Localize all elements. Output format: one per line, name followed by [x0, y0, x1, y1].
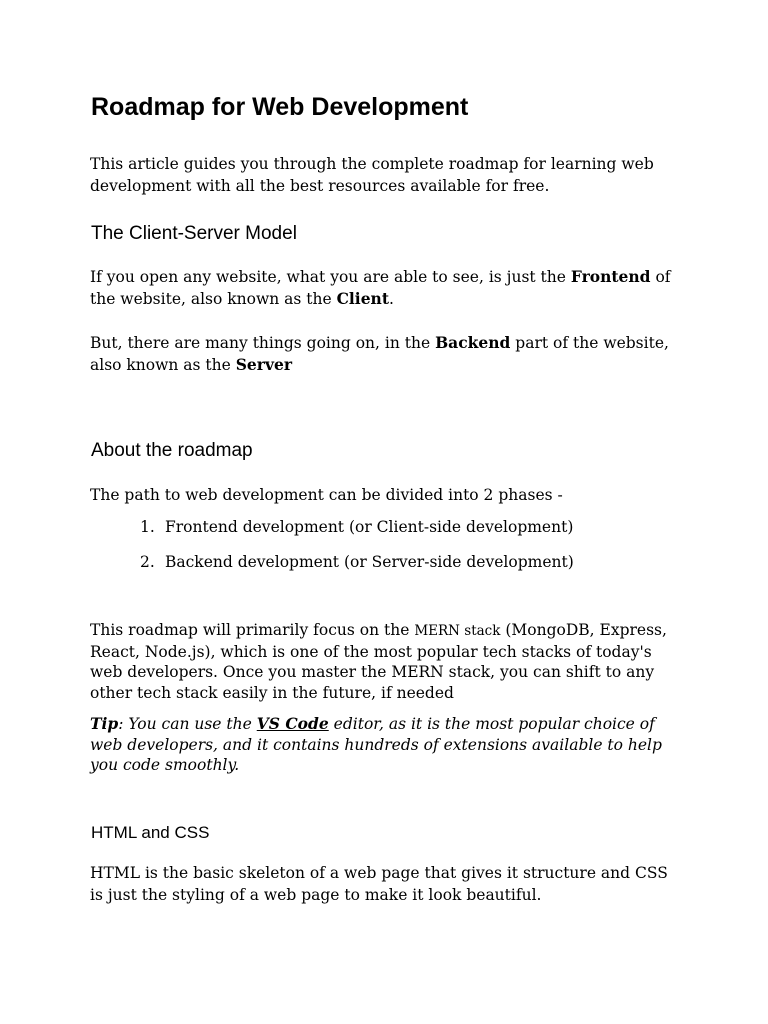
frontend-term: Frontend [570, 267, 651, 286]
tip-paragraph [90, 714, 680, 776]
frontend-text-middle: of the website, also known as the [90, 268, 671, 308]
frontend-text-before: If you open any website, what you are able to see, is just the [90, 268, 571, 286]
html-css-paragraph: HTML is the basic skeleton of a web page that gives it structure and CSS is just the styling of a web page to make it look beautiful. [90, 864, 668, 904]
about-heading: About the roadmap [91, 440, 253, 461]
mern-text-after: (MongoDB, Express, React, Node.js), which is one of the most popular tech stacks of today's web developers. Once you master the MERN stack, you can shift to any other tech stack easily in the future, if needed [90, 621, 667, 702]
vs-code-link[interactable]: VS Code [256, 714, 329, 733]
phases-list [140, 516, 574, 586]
frontend-paragraph [90, 266, 680, 310]
client-term: Client [336, 289, 389, 308]
frontend-text-after: . [388, 290, 394, 308]
list-item [140, 551, 574, 586]
list-text: Backend development (or Server-side development) [165, 553, 574, 571]
list-number: 1. [140, 518, 155, 536]
mern-text-before: This roadmap will primarily focus on the [90, 621, 415, 639]
intro-paragraph: This article guides you through the complete roadmap for learning web development with all the best resources available for free. [90, 155, 654, 195]
list-item [140, 516, 574, 551]
list-number: 2. [140, 553, 155, 571]
backend-text-before: But, there are many things going on, in the [90, 334, 436, 352]
stack-term: stack [459, 623, 501, 639]
tip-text-before: : You can use the [118, 715, 257, 733]
tip-label: Tip [90, 714, 119, 733]
html-css-heading: HTML and CSS [91, 823, 210, 842]
tip-text-after: editor, as it is the most popular choice of web developers, and it contains hundreds of extensions available to help you code smoothly. [90, 715, 662, 774]
mern-paragraph [90, 620, 680, 703]
mern-term: MERN [414, 623, 460, 639]
backend-term: Backend [435, 333, 511, 352]
backend-text-middle: part of the website, also known as the [90, 334, 669, 374]
document-title: Roadmap for Web Development [91, 93, 469, 121]
backend-paragraph [90, 332, 680, 376]
client-server-heading: The Client-Server Model [91, 223, 297, 244]
server-term: Server [235, 355, 292, 374]
phases-intro: The path to web development can be divided into 2 phases - [90, 486, 563, 504]
list-text: Frontend development (or Client-side development) [165, 518, 574, 536]
